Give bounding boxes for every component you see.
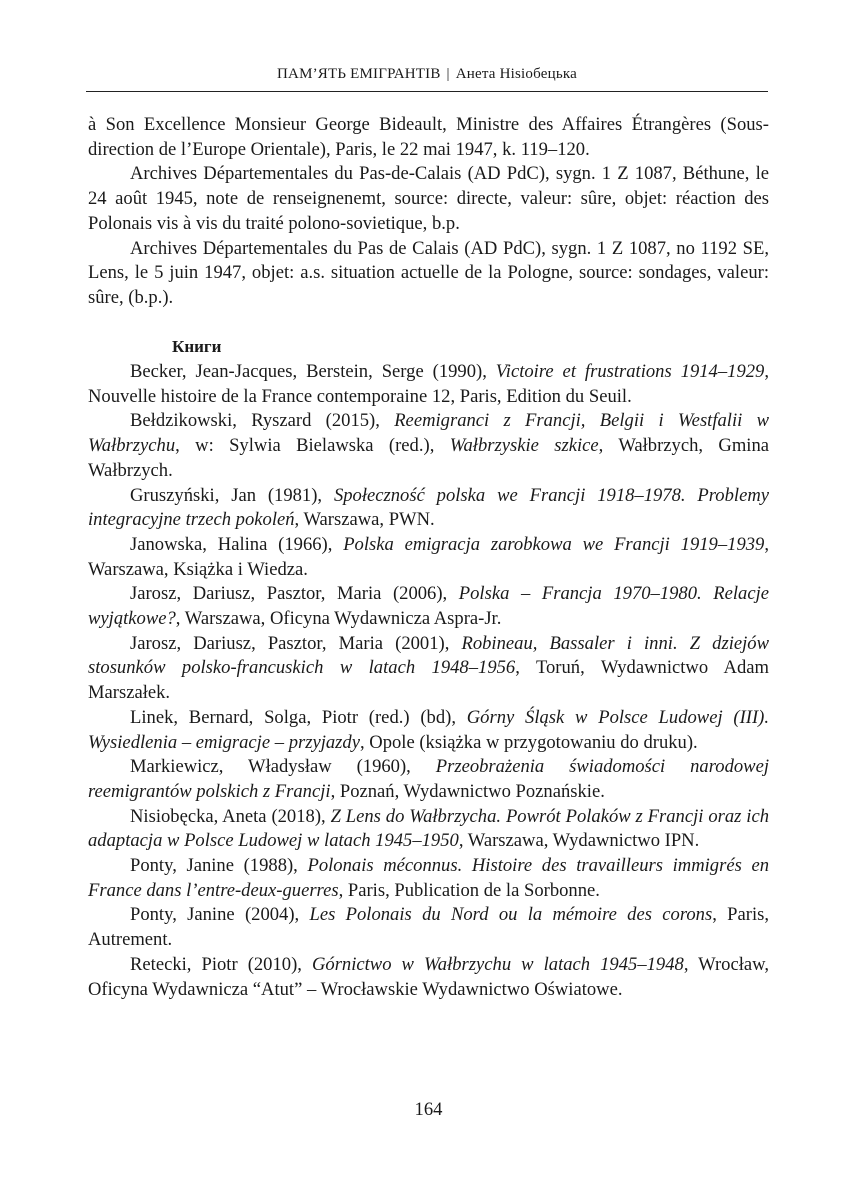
book-title: Polska – Francja 1970–1980. Relacje wyjątkowe? [88, 583, 769, 630]
book-entry [88, 409, 769, 483]
book-publication: , Opole (książka w przygotowaniu do druku). [359, 731, 698, 753]
book-publication: , Warszawa, Wydawnictwo IPN. [458, 830, 700, 852]
book-publication: , Warszawa, Oficyna Wydawnicza Aspra-Jr. [175, 608, 502, 630]
archive-entry: Archives Départementales du Pas de Calais (AD PdC), sygn. 1 Z 1087, no 1192 SE, Lens, le 5 juin 1947, objet: a.s. situation actuelle de la Pologne, source: sondages, valeur: sûre, (b.p.). [88, 237, 769, 308]
book-publication: , Warszawa, PWN. [294, 509, 435, 531]
book-entry [88, 953, 769, 1002]
book-entry [88, 360, 769, 409]
book-title: Polonais méconnus. Histoire des travailleurs immigrés en France dans l’entre-deux-guerres [88, 855, 770, 901]
book-publication: , w: Sylwia Bielawska (red.), [175, 435, 450, 457]
book-entry [88, 484, 769, 533]
book-entry [88, 903, 769, 952]
book-entry [88, 755, 769, 804]
archive-entry: à Son Excellence Monsieur George Bideault, Ministre des Affaires Étrangères (Sous-direction de l’Europe Orientale), Paris, le 22 mai 1947, k. 119–120. [88, 114, 769, 160]
header-author: Анета Ніsiобецька [455, 66, 577, 82]
book-publication: , Warszawa, Książka i Wiedza. [88, 533, 769, 580]
book-author: Jarosz, Dariusz, Pasztor, Maria (2006), [130, 583, 459, 605]
book-entry [88, 582, 769, 631]
running-header [86, 66, 768, 83]
book-publication: , Paris, Autrement. [88, 904, 769, 951]
book-title: Górny Śląsk w Polsce Ludowej (III). Wysiedlenia – emigracje – przyjazdy [88, 706, 769, 753]
book-author: Ponty, Janine (1988), [130, 855, 308, 877]
book-title: Przeobrażenia świadomości narodowej reemigrantów polskich z Francji [88, 756, 769, 802]
book-title: Les Polonais du Nord ou la mémoire des corons [309, 904, 713, 926]
book-author: Ponty, Janine (2004), [130, 904, 310, 926]
book-entry [88, 632, 769, 706]
book-title: Wałbrzyskie szkice [449, 435, 599, 457]
header-rule [86, 91, 768, 92]
book-title: Społeczność polska we Francji 1918–1978. Problemy integracyjne trzech pokoleń [88, 484, 770, 531]
header-title: ПАМ’ЯТЬ ЕМІГРАНТІВ [277, 66, 441, 82]
book-publication: , Wałbrzych, Gmina Wałbrzych. [88, 435, 769, 481]
book-author: Gruszyński, Jan (1981), [130, 484, 334, 506]
book-author: Jarosz, Dariusz, Pasztor, Maria (2001), [130, 632, 462, 654]
book-publication: , Wrocław, Oficyna Wydawnicza “Atut” – Wrocławskie Wydawnictwo Oświatowe. [88, 953, 770, 1000]
book-entry [88, 805, 769, 854]
book-title: Reemigranci z Francji, Belgii i Westfalii w Wałbrzychu [88, 410, 769, 457]
book-title: Victoire et frustrations 1914–1929 [495, 361, 765, 383]
book-author: Retecki, Piotr (2010), [130, 953, 312, 975]
book-title: Z Lens do Wałbrzycha. Powrót Polaków z Francji oraz ich adaptacja w Polsce Ludowej w latach 1945–1950 [88, 805, 770, 852]
page-number: 164 [414, 1099, 443, 1120]
book-publication: , Poznań, Wydawnictwo Poznańskie. [330, 780, 605, 802]
book-entry [88, 533, 769, 582]
book-author: Linek, Bernard, Solga, Piotr (red.) (bd), [130, 706, 467, 728]
book-entry [88, 854, 769, 903]
section-heading: Книги [172, 337, 222, 357]
book-title: Polska emigracja zarobkowa we Francji 1919–1939 [343, 533, 765, 555]
book-title: Robineau, Bassaler i inni. Z dziejów stosunków polsko-francuskich w latach 1948–1956 [88, 632, 769, 679]
archive-entry: Archives Départementales du Pas-de-Calais (AD PdC), sygn. 1 Z 1087, Béthune, le 24 août 1945, note de renseignenemt, source: directe, valeur: sûre, objet: réaction des Polonais vis à vis du traité polono-sovietique, b.p. [88, 163, 769, 234]
book-entry [88, 706, 769, 755]
book-publication: , Nouvelle histoire de la France contemporaine 12, Paris, Edition du Seuil. [88, 361, 769, 407]
book-author: Becker, Jean-Jacques, Berstein, Serge (1990), [130, 361, 496, 383]
header-separator: | [446, 66, 450, 82]
page-body [88, 113, 769, 1002]
book-publication: , Toruń, Wydawnictwo Adam Marszałek. [88, 657, 769, 704]
book-author: Markiewicz, Władysław (1960), [130, 756, 436, 778]
book-publication: , Paris, Publication de la Sorbonne. [338, 879, 600, 901]
book-author: Bełdzikowski, Ryszard (2015), [130, 410, 395, 432]
section-gap [88, 311, 769, 336]
book-author: Nisiobęcka, Aneta (2018), [130, 805, 331, 827]
book-author: Janowska, Halina (1966), [130, 533, 344, 555]
book-title: Górnictwo w Wałbrzychu w latach 1945–1948 [311, 953, 684, 975]
